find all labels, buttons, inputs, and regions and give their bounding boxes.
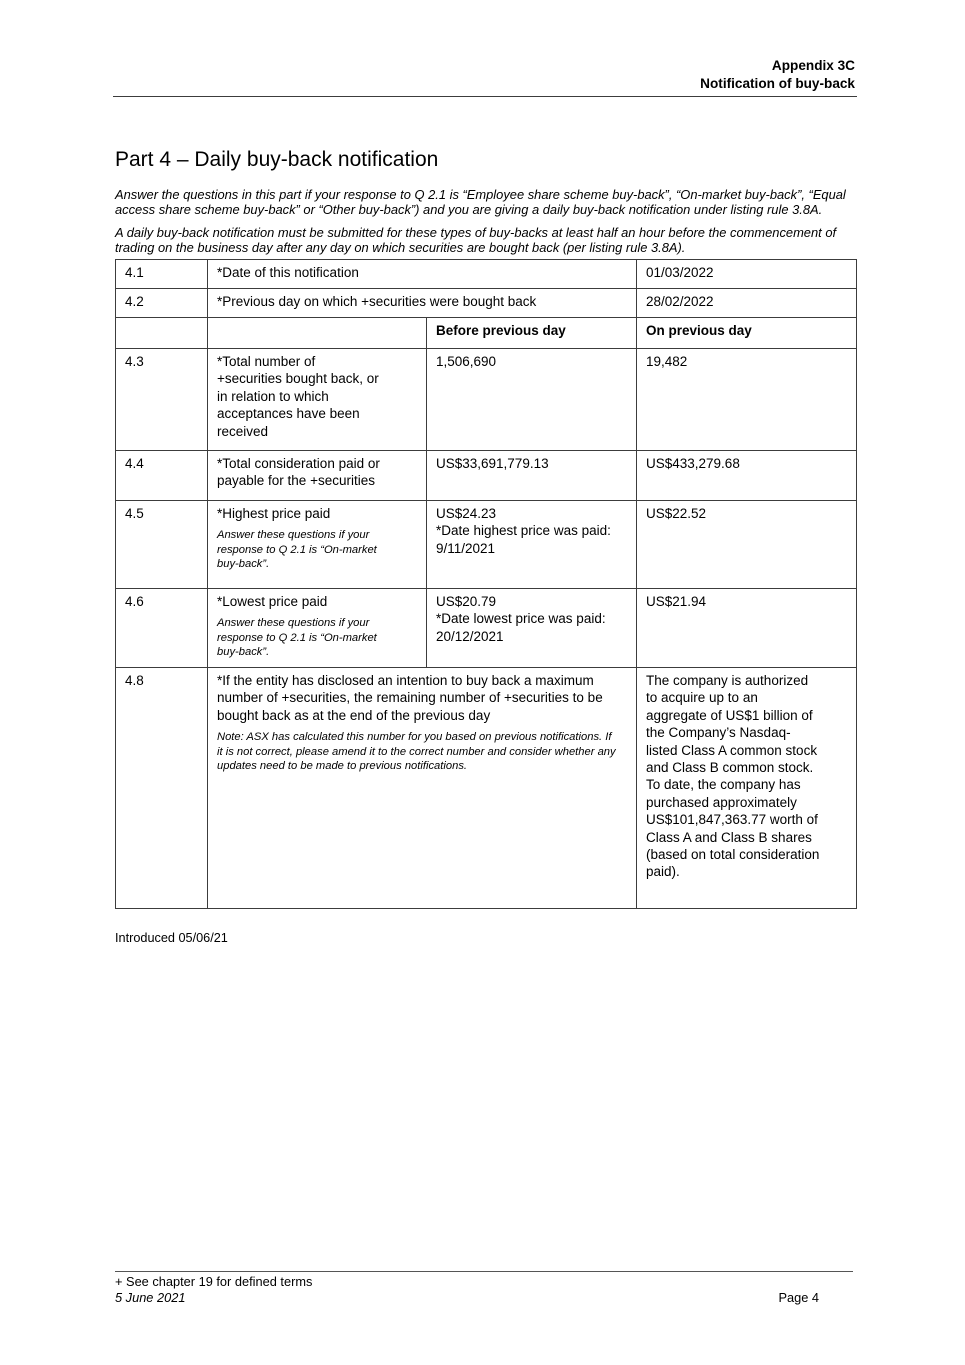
row-4-8-number: 4.8 (116, 668, 208, 909)
table-row (116, 501, 857, 589)
table-row (116, 289, 857, 318)
table-row (116, 589, 857, 668)
footer-defined-terms: + See chapter 19 for defined terms (115, 1274, 313, 1289)
row-4-5-before-value: US$24.23 *Date highest price was paid: 9/11/2021 (427, 501, 637, 589)
row-4-1-label: *Date of this notification (208, 260, 637, 289)
header-empty-cell-1 (116, 318, 208, 349)
table-row (116, 668, 857, 909)
row-4-6-number: 4.6 (116, 589, 208, 668)
row-4-1-number: 4.1 (116, 260, 208, 289)
row-4-6-before-value: US$20.79 *Date lowest price was paid: 20/12/2021 (427, 589, 637, 668)
row-4-5-label: *Highest price paid Answer these questions if your response to Q 2.1 is “On-market buy-back”. (208, 501, 427, 589)
letterhead (115, 57, 855, 92)
table-header-row (116, 318, 857, 349)
intro-paragraph-1: Answer the questions in this part if your response to Q 2.1 is “Employee share scheme buy-back”, “On-market buy-back”, “Equal access share scheme buy-back” or “Other buy-back”) and you are giving a daily buy-back notification under listing rule 3.8A. (115, 187, 846, 218)
row-4-6-label: *Lowest price paid Answer these questions if your response to Q 2.1 is “On-market buy-back”. (208, 589, 427, 668)
row-4-3-before-value: 1,506,690 (427, 349, 637, 451)
table-row (116, 260, 857, 289)
table-row (116, 349, 857, 451)
row-4-2-label: *Previous day on which +securities were bought back (208, 289, 637, 318)
footer-date: 5 June 2021 (115, 1289, 186, 1305)
row-4-6-on-value: US$21.94 (637, 589, 857, 668)
buyback-table-container (115, 259, 857, 909)
row-4-5-on-value: US$22.52 (637, 501, 857, 589)
buyback-table (115, 259, 857, 909)
page-footer (115, 1271, 853, 1305)
intro-paragraph-2: A daily buy-back notification must be submitted for these types of buy-backs at least half an hour before the commencement of trading on the business day after any day on which securities are bought back (per listing rule 3.8A). (115, 225, 837, 256)
introduced-note: Introduced 05/06/21 (115, 931, 228, 945)
footer-rule (115, 1271, 853, 1272)
row-4-2-value: 28/02/2022 (637, 289, 857, 318)
page-title: Part 4 – Daily buy-back notification (115, 148, 439, 171)
row-4-8-label: *If the entity has disclosed an intention to buy back a maximum number of +securities, the remaining number of +securities to be bought back as at the end of the previous day Note: ASX has calculated this number for you based on previous notifications. If it is not correct, please amend it to the correct number and consider whether any updates need to be made to previous notifications. (208, 668, 637, 909)
row-4-5-number: 4.5 (116, 501, 208, 589)
letterhead-appendix: Appendix 3C (771, 58, 855, 73)
row-4-4-before-value: US$33,691,779.13 (427, 451, 637, 501)
header-empty-cell-2 (208, 318, 427, 349)
row-4-3-number: 4.3 (116, 349, 208, 451)
row-4-3-label: *Total number of +securities bought back, or in relation to which acceptances have been received (208, 349, 427, 451)
column-header-on-previous-day: On previous day (637, 318, 857, 349)
column-header-before-previous-day: Before previous day (427, 318, 637, 349)
row-4-5-note: Answer these questions if your response to Q 2.1 is “On-market buy-back”. (217, 529, 377, 570)
row-4-2-number: 4.2 (116, 289, 208, 318)
footer-page-number: Page 4 (778, 1289, 819, 1305)
row-4-1-value: 01/03/2022 (637, 260, 857, 289)
row-4-4-number: 4.4 (116, 451, 208, 501)
row-4-8-note: Note: ASX has calculated this number for you based on previous notifications. If it is not correct, please amend it to the correct number and consider whether any updates need to be made to previous notifications. (217, 731, 616, 772)
row-4-4-label: *Total consideration paid or payable for the +securities (208, 451, 427, 501)
letterhead-subtitle: Notification of buy-back (700, 75, 855, 91)
row-4-8-value: The company is authorized to acquire up to an aggregate of US$1 billion of the Company’s Nasdaq-listed Class A common stock and Class B common stock. To date, the company has purchased approximately US$101,847,363.77 worth of Class A and Class B shares (based on total consideration paid). (637, 668, 857, 909)
table-row (116, 451, 857, 501)
row-4-4-on-value: US$433,279.68 (637, 451, 857, 501)
row-4-6-note: Answer these questions if your response to Q 2.1 is “On-market buy-back”. (217, 617, 377, 658)
row-4-3-on-value: 19,482 (637, 349, 857, 451)
header-rule (113, 96, 857, 97)
